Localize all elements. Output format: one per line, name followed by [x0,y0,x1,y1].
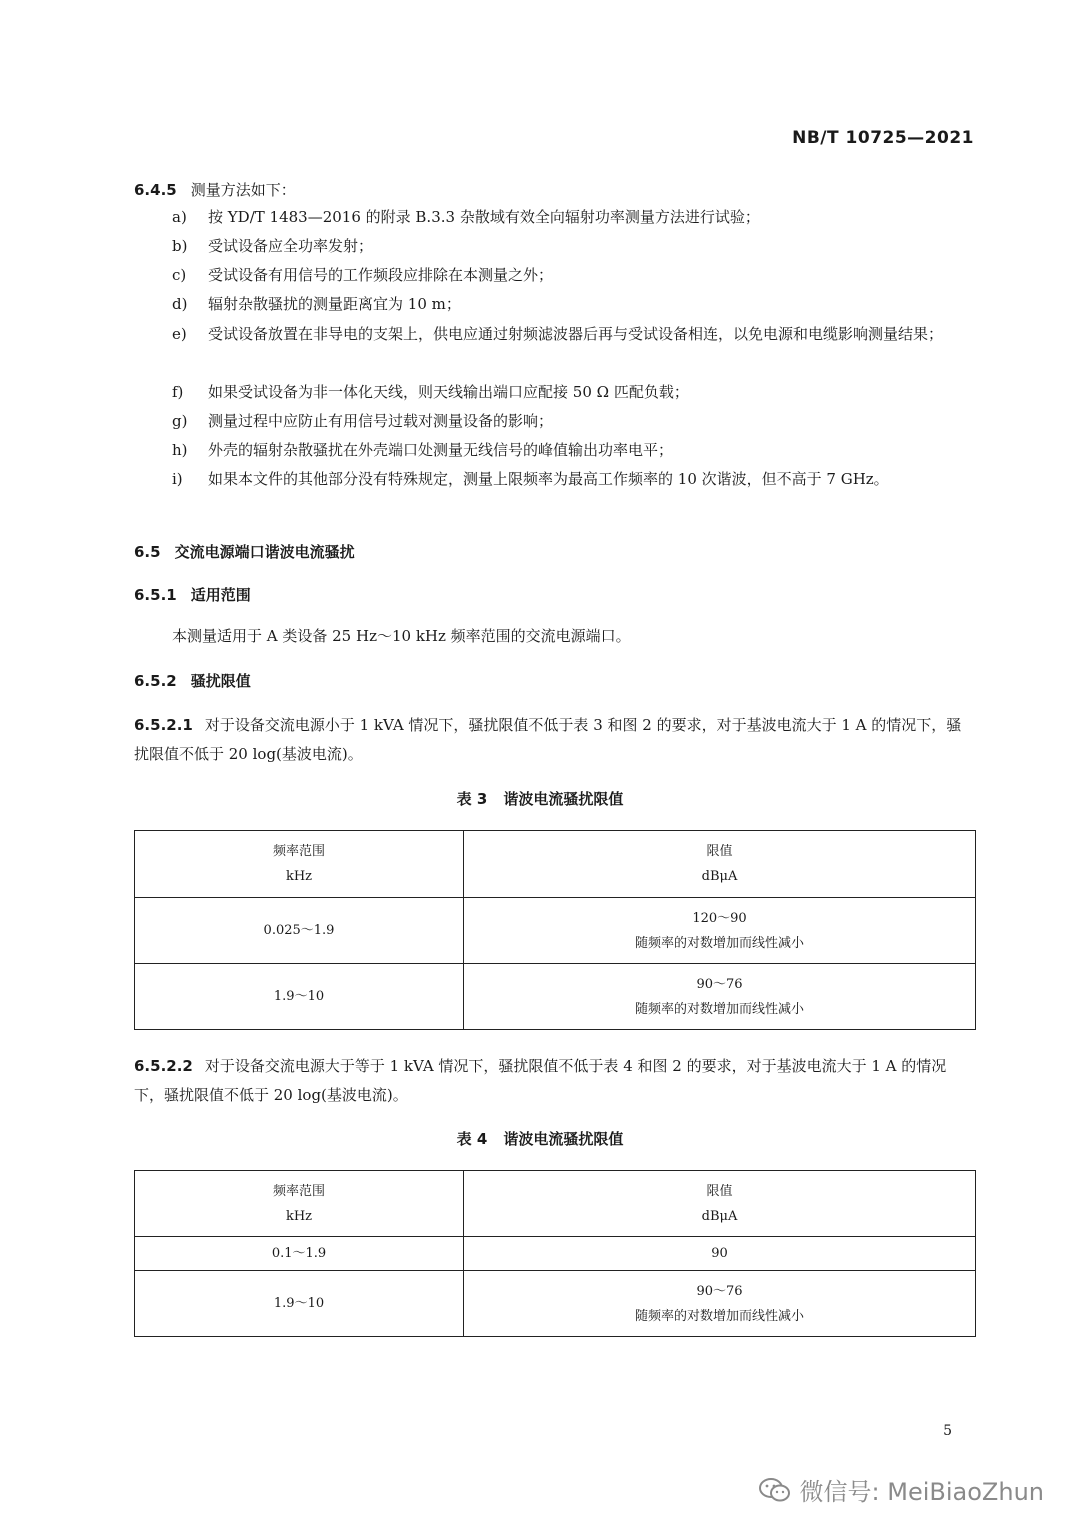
list-text: 外壳的辐射杂散骚扰在外壳端口处测量无线信号的峰值输出功率电平； [208,441,674,459]
list-item [172,232,978,261]
watermark [758,1472,1044,1507]
list-text: 受试设备有用信号的工作频段应排除在本测量之外； [208,266,554,284]
section-6-5-1-heading [134,584,251,605]
watermark-text: 微信号: MeiBiaoZhun [799,1478,1044,1506]
paragraph-6-5-2-1 [134,711,976,769]
clause-text: 对于设备交流电源大于等于 1 kVA 情况下，骚扰限值不低于表 4 和图 2 的要求，对于基波电流大于 1 A 的情况下，骚扰限值不低于 20 log(基波电流)。 [134,1057,947,1104]
table-row [135,1271,976,1337]
section-number: 6.5.2 [134,672,177,690]
section-6-5-2-heading [134,670,251,691]
section-number: 6.5 [134,543,161,561]
list-marker: i) [172,470,183,488]
list-text: 辐射杂散骚扰的测量距离宜为 10 m； [208,295,461,313]
table-3-caption [0,788,1080,809]
list-item [172,436,978,465]
table-4-caption [0,1128,1080,1149]
table-number: 表 4 [456,1130,488,1148]
table-row [135,898,976,964]
section-6-4-5-heading [134,179,296,200]
list-item [172,407,978,436]
table-4 [134,1170,976,1337]
header-limit: 限值 dBμA [464,831,976,898]
section-title: 骚扰限值 [190,672,251,690]
list-marker: c) [172,266,187,284]
list-marker: h) [172,441,188,459]
header-frequency: 频率范围 kHz [135,1171,464,1237]
page-number: 5 [943,1423,952,1439]
clause-number: 6.5.2.1 [134,716,193,734]
list-marker: d) [172,295,188,313]
paragraph-6-5-2-2 [134,1052,976,1110]
section-number: 6.5.1 [134,586,177,604]
table-title: 谐波电流骚扰限值 [503,1130,624,1148]
list-marker: g) [172,412,188,430]
wechat-icon [758,1477,792,1503]
list-marker: a) [172,208,187,226]
clause-text: 对于设备交流电源小于 1 kVA 情况下，骚扰限值不低于表 3 和图 2 的要求，对于基波电流大于 1 A 的情况下，骚扰限值不低于 20 log(基波电流)。 [134,716,962,763]
clause-number: 6.5.2.2 [134,1057,193,1075]
document-code: NB/T 10725—2021 [792,128,974,148]
cell-frequency: 0.025～1.9 [135,898,464,964]
paragraph: 本测量适用于 A 类设备 25 Hz～10 kHz 频率范围的交流电源端口。 [172,627,631,645]
section-title: 测量方法如下： [190,181,296,199]
list-item [172,465,978,494]
list-item [172,290,978,319]
list-marker: e) [172,325,187,343]
header-limit: 限值 dBμA [464,1171,976,1237]
cell-limit: 90～76 随频率的对数增加而线性减小 [464,964,976,1030]
section-number: 6.4.5 [134,181,177,199]
table-header-row [135,1171,976,1237]
list-item [172,378,978,407]
table-header-row [135,831,976,898]
list-text: 如果本文件的其他部分没有特殊规定，测量上限频率为最高工作频率的 10 次谐波，但不高于 7 GHz。 [208,470,889,488]
list-marker: b) [172,237,188,255]
list-item [172,320,978,349]
table-row [135,1237,976,1271]
cell-limit: 120～90 随频率的对数增加而线性减小 [464,898,976,964]
section-6-5-heading [134,541,355,562]
cell-frequency: 1.9～10 [135,1271,464,1337]
list-text: 测量过程中应防止有用信号过载对测量设备的影响； [208,412,554,430]
cell-limit: 90～76 随频率的对数增加而线性减小 [464,1271,976,1337]
cell-limit: 90 [464,1237,976,1271]
list-text: 受试设备应全功率发射； [208,237,374,255]
list-marker: f) [172,383,184,401]
table-title: 谐波电流骚扰限值 [503,790,624,808]
cell-frequency: 1.9～10 [135,964,464,1030]
section-title: 适用范围 [190,586,251,604]
table-3 [134,830,976,1030]
list-text: 按 YD/T 1483—2016 的附录 B.3.3 杂散域有效全向辐射功率测量方法进行试验； [208,208,760,226]
list-item [172,261,978,290]
table-number: 表 3 [456,790,488,808]
list-text: 受试设备放置在非导电的支架上，供电应通过射频滤波器后再与受试设备相连，以免电源和电缆影响测量结果； [208,325,944,343]
table-row [135,964,976,1030]
cell-frequency: 0.1～1.9 [135,1237,464,1271]
list-item [172,203,978,232]
header-frequency: 频率范围 kHz [135,831,464,898]
section-title: 交流电源端口谐波电流骚扰 [174,543,355,561]
list-text: 如果受试设备为非一体化天线，则天线输出端口应配接 50 Ω 匹配负载； [208,383,689,401]
